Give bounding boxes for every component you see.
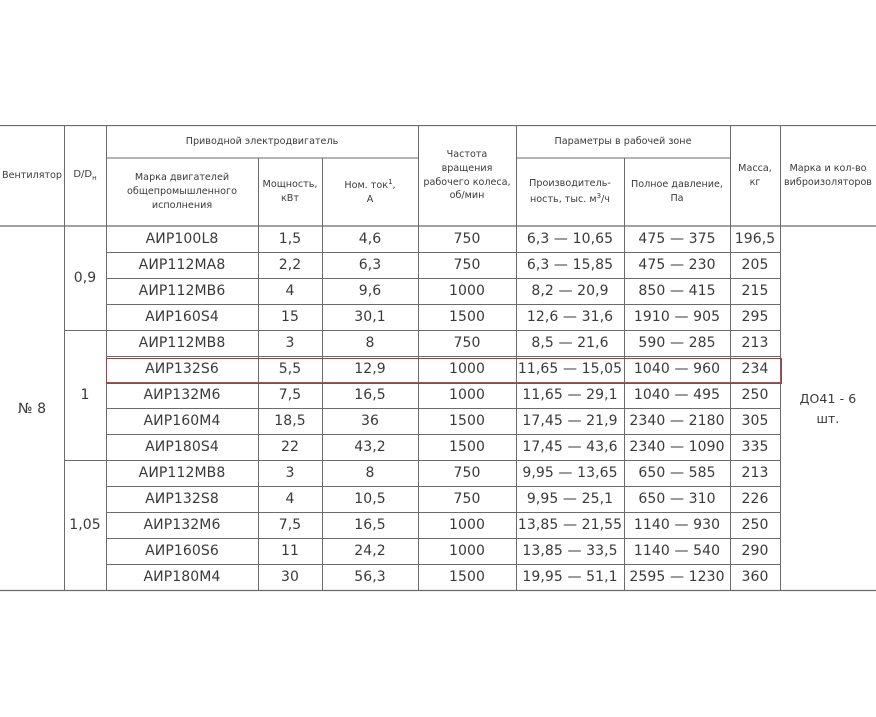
mass-cell: 295	[741, 309, 769, 325]
speed-cell: 1500	[448, 309, 486, 325]
isolators-value: ДО41 - 6 шт.	[799, 390, 857, 426]
capacity-cell: 6,3 — 10,65	[526, 231, 614, 247]
capacity-cell: 12,6 — 31,6	[526, 309, 614, 325]
speed-cell: 1000	[448, 283, 486, 299]
speed-cell: 750	[453, 465, 481, 481]
capacity-cell: 11,65 — 29,1	[522, 387, 618, 403]
capacity-cell: 13,85 — 33,5	[522, 543, 618, 559]
pressure-cell: 1040 — 960	[633, 361, 721, 377]
capacity-cell: 11,65 — 15,05	[517, 361, 623, 377]
ratio-cell: 1	[80, 387, 90, 403]
speed-cell: 1000	[448, 543, 486, 559]
motor-brand-cell: АИР132М6	[143, 387, 221, 403]
power-cell: 1,5	[278, 231, 302, 247]
header-mass: Масса, кг	[738, 162, 772, 188]
capacity-cell: 9,95 — 25,1	[526, 491, 614, 507]
speed-cell: 750	[453, 491, 481, 507]
current-cell: 24,2	[354, 543, 386, 559]
motor-brand-cell: АИР100L8	[145, 231, 219, 247]
power-cell: 15	[280, 309, 299, 325]
speed-cell: 1000	[448, 387, 486, 403]
motor-brand-cell: АИР132S8	[145, 491, 219, 507]
pressure-cell: 650 — 310	[638, 491, 716, 507]
pressure-cell: 1910 — 905	[633, 309, 721, 325]
current-cell: 16,5	[354, 517, 386, 533]
motor-brand-cell: АИР180М4	[143, 569, 221, 585]
power-cell: 7,5	[278, 517, 302, 533]
mass-cell: 205	[741, 257, 769, 273]
mass-cell: 290	[741, 543, 769, 559]
current-cell: 43,2	[354, 439, 386, 455]
pressure-cell: 475 — 375	[638, 231, 716, 247]
ratio-cell: 1,05	[69, 517, 101, 533]
current-cell: 30,1	[354, 309, 386, 325]
motor-brand-cell: АИР112МВ8	[138, 335, 226, 351]
power-cell: 4	[285, 283, 295, 299]
speed-cell: 750	[453, 335, 481, 351]
capacity-cell: 17,45 — 43,6	[522, 439, 618, 455]
motor-brand-cell: АИР160М4	[143, 413, 221, 429]
current-cell: 4,6	[358, 231, 382, 247]
pressure-cell: 475 — 230	[638, 257, 716, 273]
power-cell: 3	[285, 465, 295, 481]
header-ratio: $D/D_н$	[73, 168, 97, 182]
ratio-cell: 0,9	[73, 270, 97, 286]
current-cell: 12,9	[354, 361, 386, 377]
speed-cell: 1500	[448, 439, 486, 455]
header-isolators: Марка и кол-во виброизоляторов	[784, 162, 872, 188]
header-pressure: Полное давление, Па	[631, 179, 723, 204]
motor-brand-cell: АИР160S4	[145, 309, 219, 325]
power-cell: 30	[280, 569, 299, 585]
speed-cell: 750	[453, 231, 481, 247]
capacity-cell: 8,2 — 20,9	[531, 283, 609, 299]
power-cell: 22	[280, 439, 299, 455]
header-power: Мощность, кВт	[262, 179, 318, 204]
motor-brand-cell: АИР112МВ8	[138, 465, 226, 481]
mass-cell: 250	[741, 517, 769, 533]
power-cell: 5,5	[278, 361, 302, 377]
capacity-cell: 9,95 — 13,65	[522, 465, 618, 481]
fan-number: № 8	[17, 400, 47, 417]
pressure-cell: 590 — 285	[638, 335, 716, 351]
motor-brand-cell: АИР160S6	[145, 543, 219, 559]
pressure-cell: 1140 — 540	[633, 543, 721, 559]
motor-brand-cell: АИР112МВ6	[138, 283, 226, 299]
speed-cell: 1000	[448, 517, 486, 533]
mass-cell: 305	[741, 413, 769, 429]
capacity-cell: 17,45 — 21,9	[522, 413, 618, 429]
speed-cell: 750	[453, 257, 481, 273]
header-params-group: Параметры в рабочей зоне	[554, 135, 692, 147]
motor-brand-cell: АИР132М6	[143, 517, 221, 533]
power-cell: 18,5	[274, 413, 306, 429]
current-cell: 8	[365, 465, 375, 481]
mass-cell: 215	[741, 283, 769, 299]
capacity-cell: 13,85 — 21,55	[517, 517, 623, 533]
mass-cell: 196,5	[734, 231, 776, 247]
capacity-cell: 19,95 — 51,1	[522, 569, 618, 585]
pressure-cell: 850 — 415	[638, 283, 716, 299]
speed-cell: 1500	[448, 413, 486, 429]
mass-cell: 226	[741, 491, 769, 507]
speed-cell: 1000	[448, 361, 486, 377]
mass-cell: 360	[741, 569, 769, 585]
header-motor-brand: Марка двигателей общепромышленного исполнения	[127, 172, 237, 211]
capacity-cell: 8,5 — 21,6	[531, 335, 609, 351]
current-cell: 10,5	[354, 491, 386, 507]
motor-brand-cell: АИР112МА8	[138, 257, 226, 273]
mass-cell: 335	[741, 439, 769, 455]
current-cell: 36	[360, 413, 379, 429]
pressure-cell: 650 — 585	[638, 465, 716, 481]
current-cell: 56,3	[354, 569, 386, 585]
motor-brand-cell: АИР180S4	[145, 439, 219, 455]
mass-cell: 213	[741, 465, 769, 481]
pressure-cell: 1140 — 930	[633, 517, 721, 533]
power-cell: 7,5	[278, 387, 302, 403]
header-fan: Вентилятор	[1, 169, 63, 181]
current-cell: 6,3	[358, 257, 382, 273]
motor-brand-cell: АИР132S6	[145, 361, 219, 377]
header-current: Ном. ток$^1$, А	[344, 178, 396, 206]
current-cell: 9,6	[358, 283, 382, 299]
current-cell: 16,5	[354, 387, 386, 403]
pressure-cell: 2595 — 1230	[629, 569, 725, 585]
power-cell: 2,2	[278, 257, 302, 273]
capacity-cell: 6,3 — 15,85	[526, 257, 614, 273]
power-cell: 3	[285, 335, 295, 351]
pressure-cell: 2340 — 1090	[629, 439, 725, 455]
power-cell: 11	[280, 543, 299, 559]
pressure-cell: 2340 — 2180	[629, 413, 725, 429]
header-speed: Частота вращения рабочего колеса, об/мин	[423, 148, 511, 202]
header-capacity: Производитель- ность, тыс. $м^3/ч$	[529, 178, 611, 206]
mass-cell: 213	[741, 335, 769, 351]
power-cell: 4	[285, 491, 295, 507]
current-cell: 8	[365, 335, 375, 351]
pressure-cell: 1040 — 495	[633, 387, 721, 403]
header-motor-group: Приводной электродвигатель	[185, 135, 339, 147]
mass-cell: 250	[741, 387, 769, 403]
speed-cell: 1500	[448, 569, 486, 585]
mass-cell: 234	[741, 361, 769, 377]
